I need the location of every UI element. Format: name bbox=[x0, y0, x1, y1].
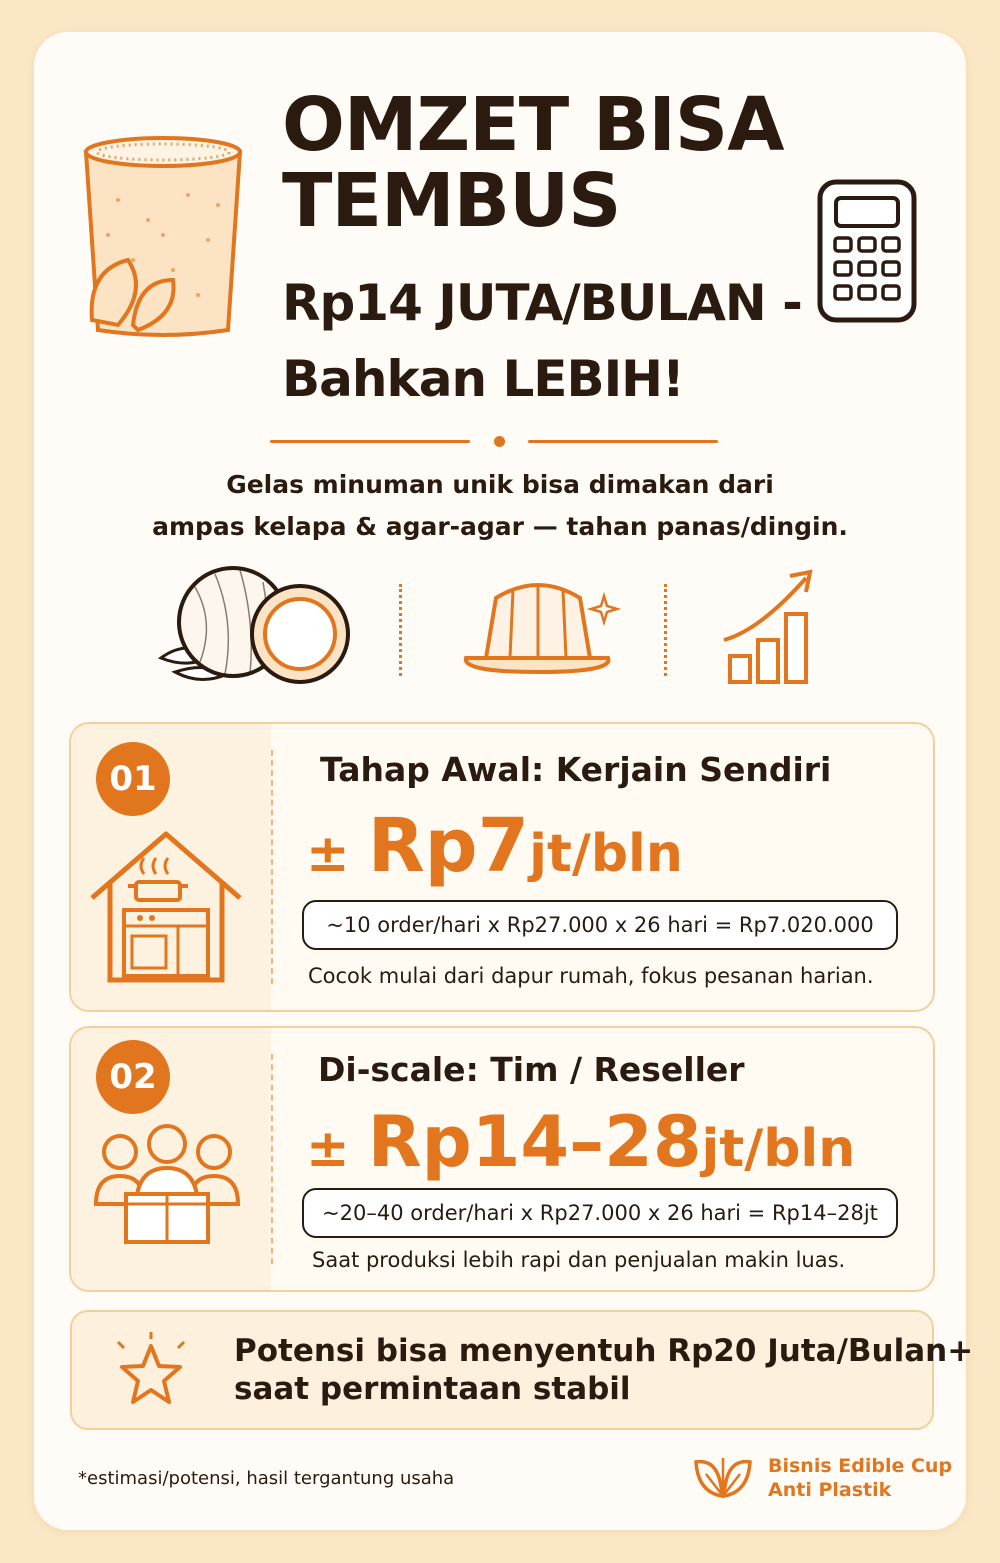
stage-formula-1: ~10 order/hari x Rp27.000 x 26 hari = Rp7.020.000 bbox=[302, 900, 898, 950]
stage-note-2: Saat produksi lebih rapi dan penjualan makin luas. bbox=[312, 1248, 846, 1272]
team-icon bbox=[92, 1124, 242, 1246]
headline-line-3: Rp14 JUTA/BULAN - bbox=[282, 274, 802, 332]
amount-prefix: ± bbox=[306, 1119, 368, 1179]
stage-number-2: 02 bbox=[96, 1040, 170, 1114]
subtitle-line-2: ampas kelapa & agar-agar — tahan panas/dingin. bbox=[152, 512, 848, 541]
divider-left bbox=[270, 440, 470, 443]
amount-value: Rp7 bbox=[367, 803, 530, 889]
brand-line-1: Bisnis Edible Cup bbox=[768, 1455, 953, 1477]
amount-value: Rp14–28 bbox=[367, 1101, 702, 1183]
footnote: *estimasi/potensi, hasil tergantung usaha bbox=[78, 1468, 455, 1489]
callout-text bbox=[234, 1332, 973, 1408]
headline-line-4: Bahkan LEBIH! bbox=[282, 350, 684, 408]
callout-line-1: Potensi bisa menyentuh Rp20 Juta/Bulan+ bbox=[234, 1333, 974, 1369]
icon-separator-1 bbox=[399, 584, 402, 676]
headline-line-2: TEMBUS bbox=[282, 158, 621, 244]
headline-line-1: OMZET BISA bbox=[282, 82, 784, 168]
amount-prefix: ± bbox=[306, 824, 368, 884]
icon-separator-2 bbox=[664, 584, 667, 676]
house-kitchen-icon bbox=[88, 828, 244, 986]
leaf-logo-icon bbox=[692, 1452, 754, 1502]
stage-title-2: Di-scale: Tim / Reseller bbox=[318, 1050, 745, 1089]
divider-right bbox=[528, 440, 718, 443]
growth-chart-icon bbox=[720, 568, 820, 686]
coconut-icon bbox=[155, 562, 355, 688]
stage-note-1: Cocok mulai dari dapur rumah, fokus pesanan harian. bbox=[308, 964, 874, 988]
potential-callout bbox=[70, 1310, 974, 1430]
amount-unit: jt/bln bbox=[529, 824, 683, 884]
calculator-icon bbox=[816, 178, 918, 324]
stage-number-1: 01 bbox=[96, 742, 170, 816]
callout-line-2: saat permintaan stabil bbox=[234, 1371, 631, 1407]
subtitle-line-1: Gelas minuman unik bisa dimakan dari bbox=[226, 470, 774, 499]
divider-dot bbox=[494, 436, 505, 447]
jelly-icon bbox=[458, 572, 623, 674]
brand-line-2: Anti Plastik bbox=[768, 1479, 892, 1501]
amount-unit: jt/bln bbox=[701, 1119, 856, 1179]
stage-title-1: Tahap Awal: Kerjain Sendiri bbox=[320, 750, 832, 789]
brand-name bbox=[768, 1454, 952, 1502]
star-icon bbox=[112, 1330, 190, 1410]
stage-amount-1 bbox=[306, 802, 683, 910]
stage-formula-2: ~20–40 order/hari x Rp27.000 x 26 hari = Rp14–28jt bbox=[302, 1188, 898, 1238]
cup-icon bbox=[78, 130, 248, 340]
